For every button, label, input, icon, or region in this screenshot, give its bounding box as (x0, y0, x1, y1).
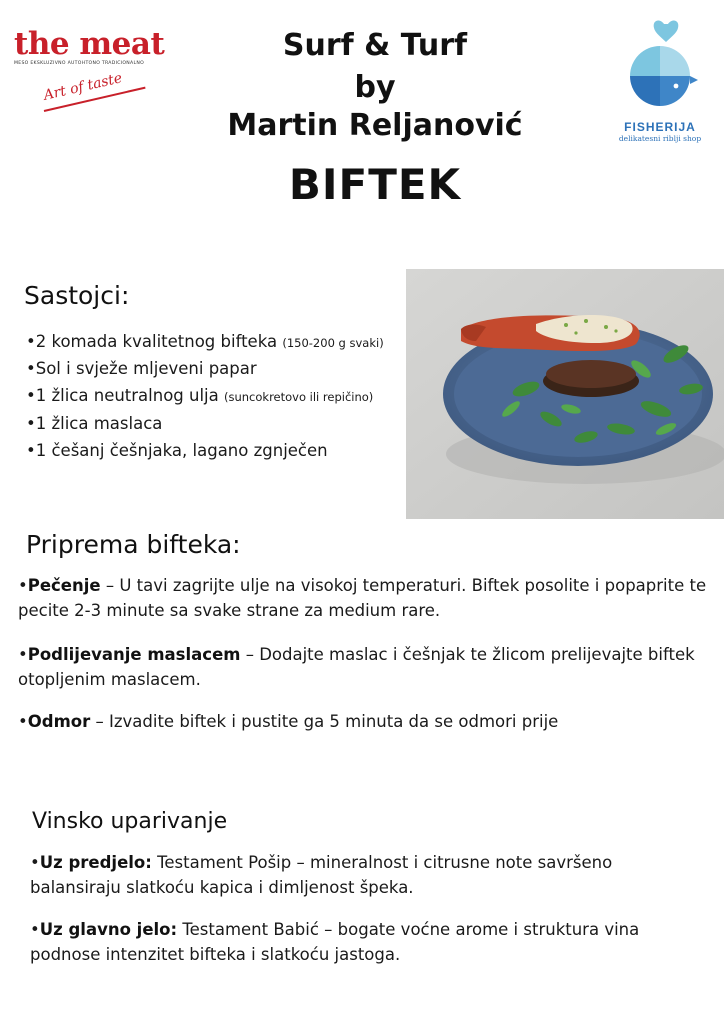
ingredient-item: •1 žlica maslaca (26, 413, 163, 433)
ingredient-item: •2 komada kvalitetnog bifteka (150-200 g svaki) (26, 332, 384, 351)
preparation-step: •Pečenje – U tavi zagrijte ulje na visokoj temperaturi. Biftek posolite i popaprite te pecite 2-3 minute sa svake strane za medium rare. (18, 576, 707, 620)
preparation-step: •Odmor – Izvadite biftek i pustite ga 5 minuta da se odmori prije (18, 712, 559, 731)
title-line-2: by (354, 70, 396, 105)
ingredient-item: •1 žlica neutralnog ulja (suncokretovo ili repičino) (26, 386, 374, 406)
preparation-step: •Podlijevanje maslacem – Dodajte maslac i češnjak te žlicom prelijevajte biftek otopljenim maslacem. (18, 645, 695, 689)
wine-pairing-item: •Uz glavno jelo: Testament Babić – bogate voćne arome i struktura vina podnose intenzitet bifteka i slatkoću jastoga. (30, 920, 640, 964)
ingredients-heading: Sastojci: (24, 281, 130, 310)
preparation-heading: Priprema bifteka: (26, 530, 241, 559)
title-line-1: Surf & Turf (282, 28, 468, 63)
meat-logo-tagline: MESO EKSKLUZIVNO AUTOHTONO TRADICIONALNO (14, 61, 144, 66)
fisherija-logo-tagline: delikatesni riblji shop (618, 134, 702, 143)
dish-photo (406, 269, 724, 519)
wine-pairing-item: •Uz predjelo: Testament Pošip – mineralnost i citrusne note savršeno balansiraju slatkoću kapica i dimljenost špeka. (30, 853, 613, 897)
ingredient-item: •Sol i svježe mljeveni papar (26, 359, 257, 379)
title-line-3: Martin Reljanović (227, 108, 523, 143)
fish-icon (610, 18, 710, 118)
wine-pairing-heading: Vinsko uparivanje (32, 809, 228, 834)
meat-logo-script: Art of taste (42, 70, 124, 104)
fisherija-logo (610, 18, 710, 148)
meat-logo-name: the meat (14, 26, 165, 62)
fisherija-logo-name: FISHERIJA (624, 120, 696, 134)
dish-title: BIFTEK (288, 160, 462, 209)
ingredient-item: •1 češanj češnjaka, lagano zgnječen (26, 440, 328, 460)
the-meat-logo (14, 28, 164, 138)
ingredients-list (26, 329, 406, 465)
